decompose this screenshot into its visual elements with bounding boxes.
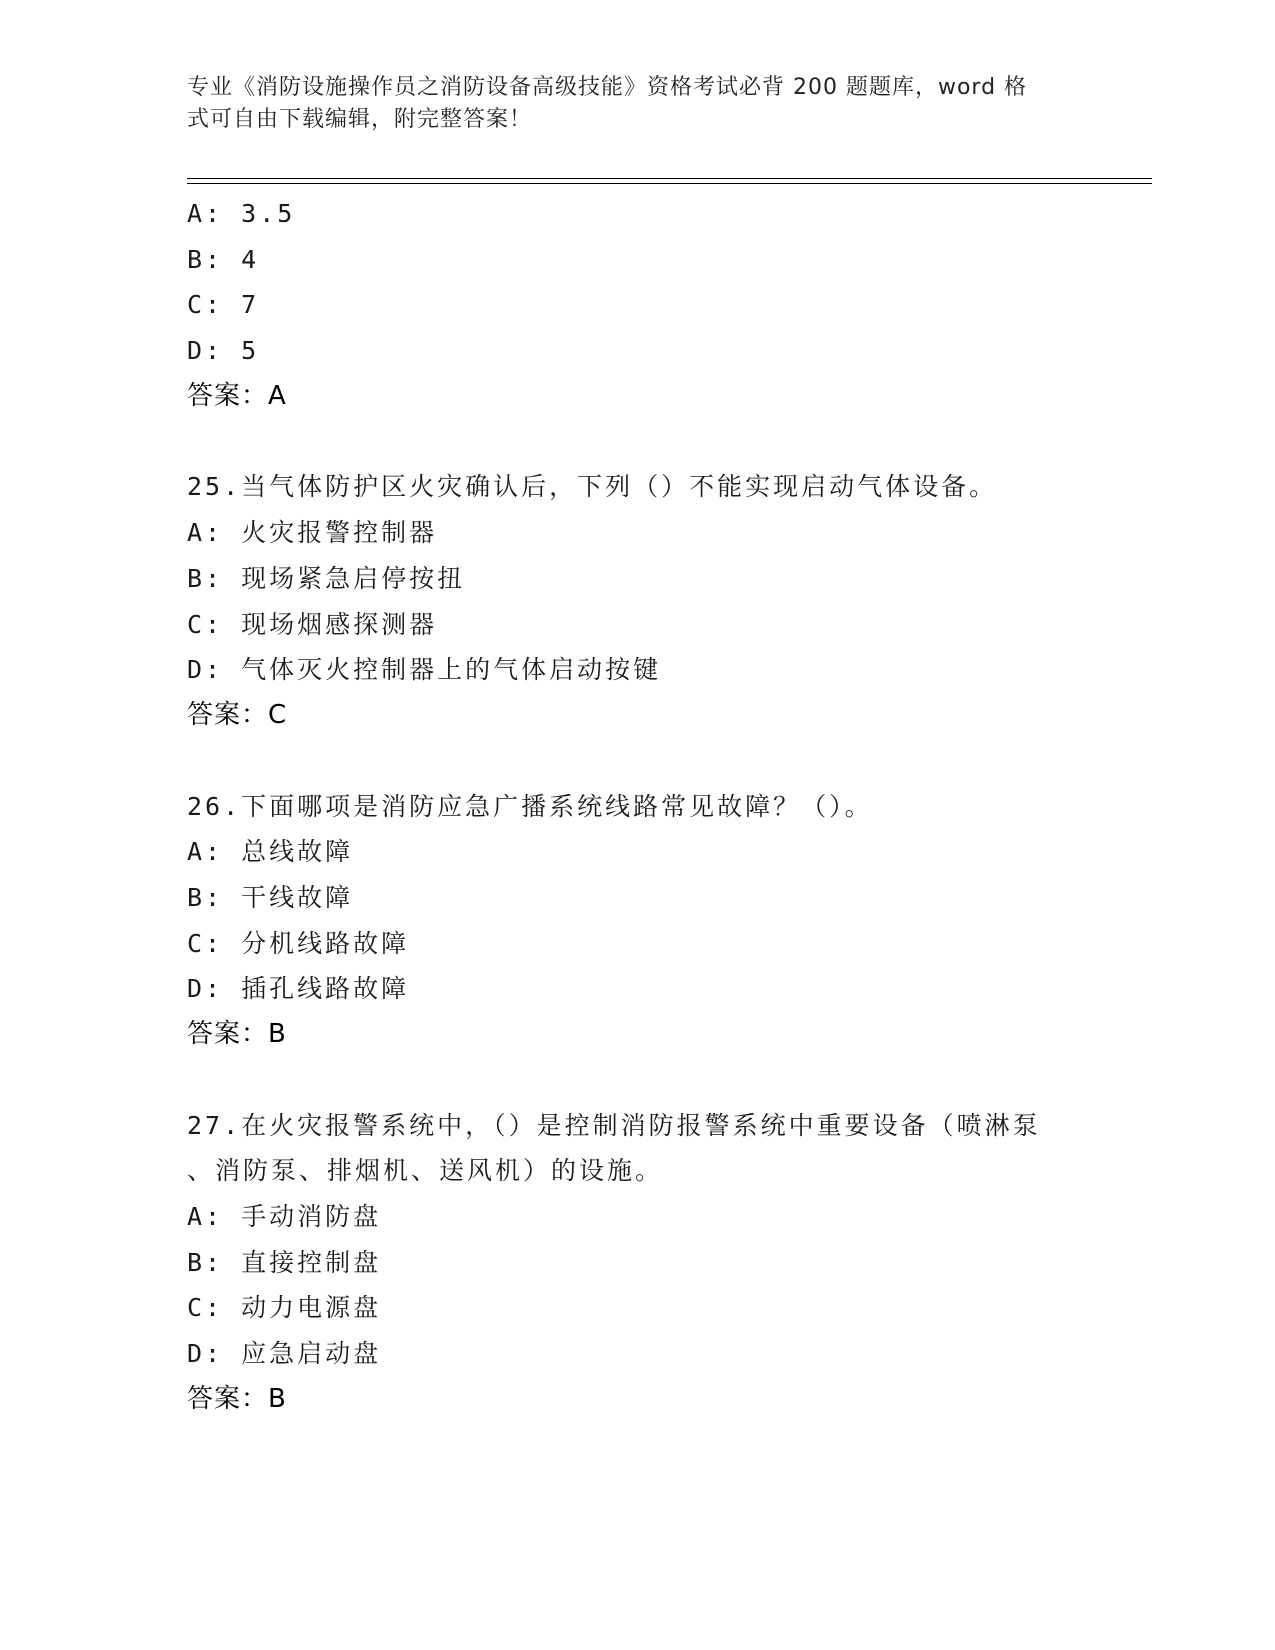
answer-line: 答案：C — [187, 699, 288, 730]
header-line-2: 式可自由下载编辑，附完整答案！ — [187, 107, 533, 132]
question-block-25 — [187, 464, 1087, 738]
header-divider-top — [187, 178, 1152, 179]
option-d: D: 插孔线路故障 — [187, 974, 410, 1004]
answer-line: 答案：A — [187, 380, 287, 411]
question-block-26 — [187, 784, 1087, 1058]
header-divider-bottom — [187, 183, 1152, 184]
document-header — [187, 72, 1067, 136]
question-text-line-1: 27.在火灾报警系统中，（）是控制消防报警系统中重要设备（喷淋泵 — [187, 1110, 1041, 1140]
question-text: 25.当气体防护区火灾确认后，下列（）不能实现启动气体设备。 — [187, 472, 998, 502]
option-d: D: 应急启动盘 — [187, 1339, 382, 1369]
option-b: B: 直接控制盘 — [187, 1247, 382, 1277]
option-b: B: 4 — [187, 244, 260, 274]
question-list — [187, 191, 1087, 1423]
option-a: A: 火灾报警控制器 — [187, 518, 438, 548]
option-a: A: 手动消防盘 — [187, 1202, 382, 1232]
option-a: A: 3.5 — [187, 199, 296, 228]
option-d: D: 5 — [187, 336, 260, 366]
answer-line: 答案：B — [187, 1019, 287, 1049]
question-text-line-2: 、消防泵、排烟机、送风机）的设施。 — [187, 1156, 664, 1186]
question-block-24 — [187, 191, 1087, 419]
option-b: B: 现场紧急启停按扭 — [187, 563, 466, 593]
option-d: D: 气体灭火控制器上的气体启动按键 — [187, 655, 662, 685]
option-c: C: 现场烟感探测器 — [187, 609, 438, 639]
option-c: C: 7 — [187, 290, 260, 320]
option-a: A: 总线故障 — [187, 837, 354, 867]
option-c: C: 动力电源盘 — [187, 1293, 382, 1323]
option-b: B: 干线故障 — [187, 882, 354, 912]
header-line-1: 专业《消防设施操作员之消防设备高级技能》资格考试必背 200 题题库，word 格 — [187, 75, 1028, 100]
option-c: C: 分机线路故障 — [187, 928, 410, 958]
question-block-27 — [187, 1103, 1087, 1423]
question-text: 26.下面哪项是消防应急广播系统线路常见故障？（）。 — [187, 791, 873, 821]
answer-line: 答案：B — [187, 1383, 287, 1414]
